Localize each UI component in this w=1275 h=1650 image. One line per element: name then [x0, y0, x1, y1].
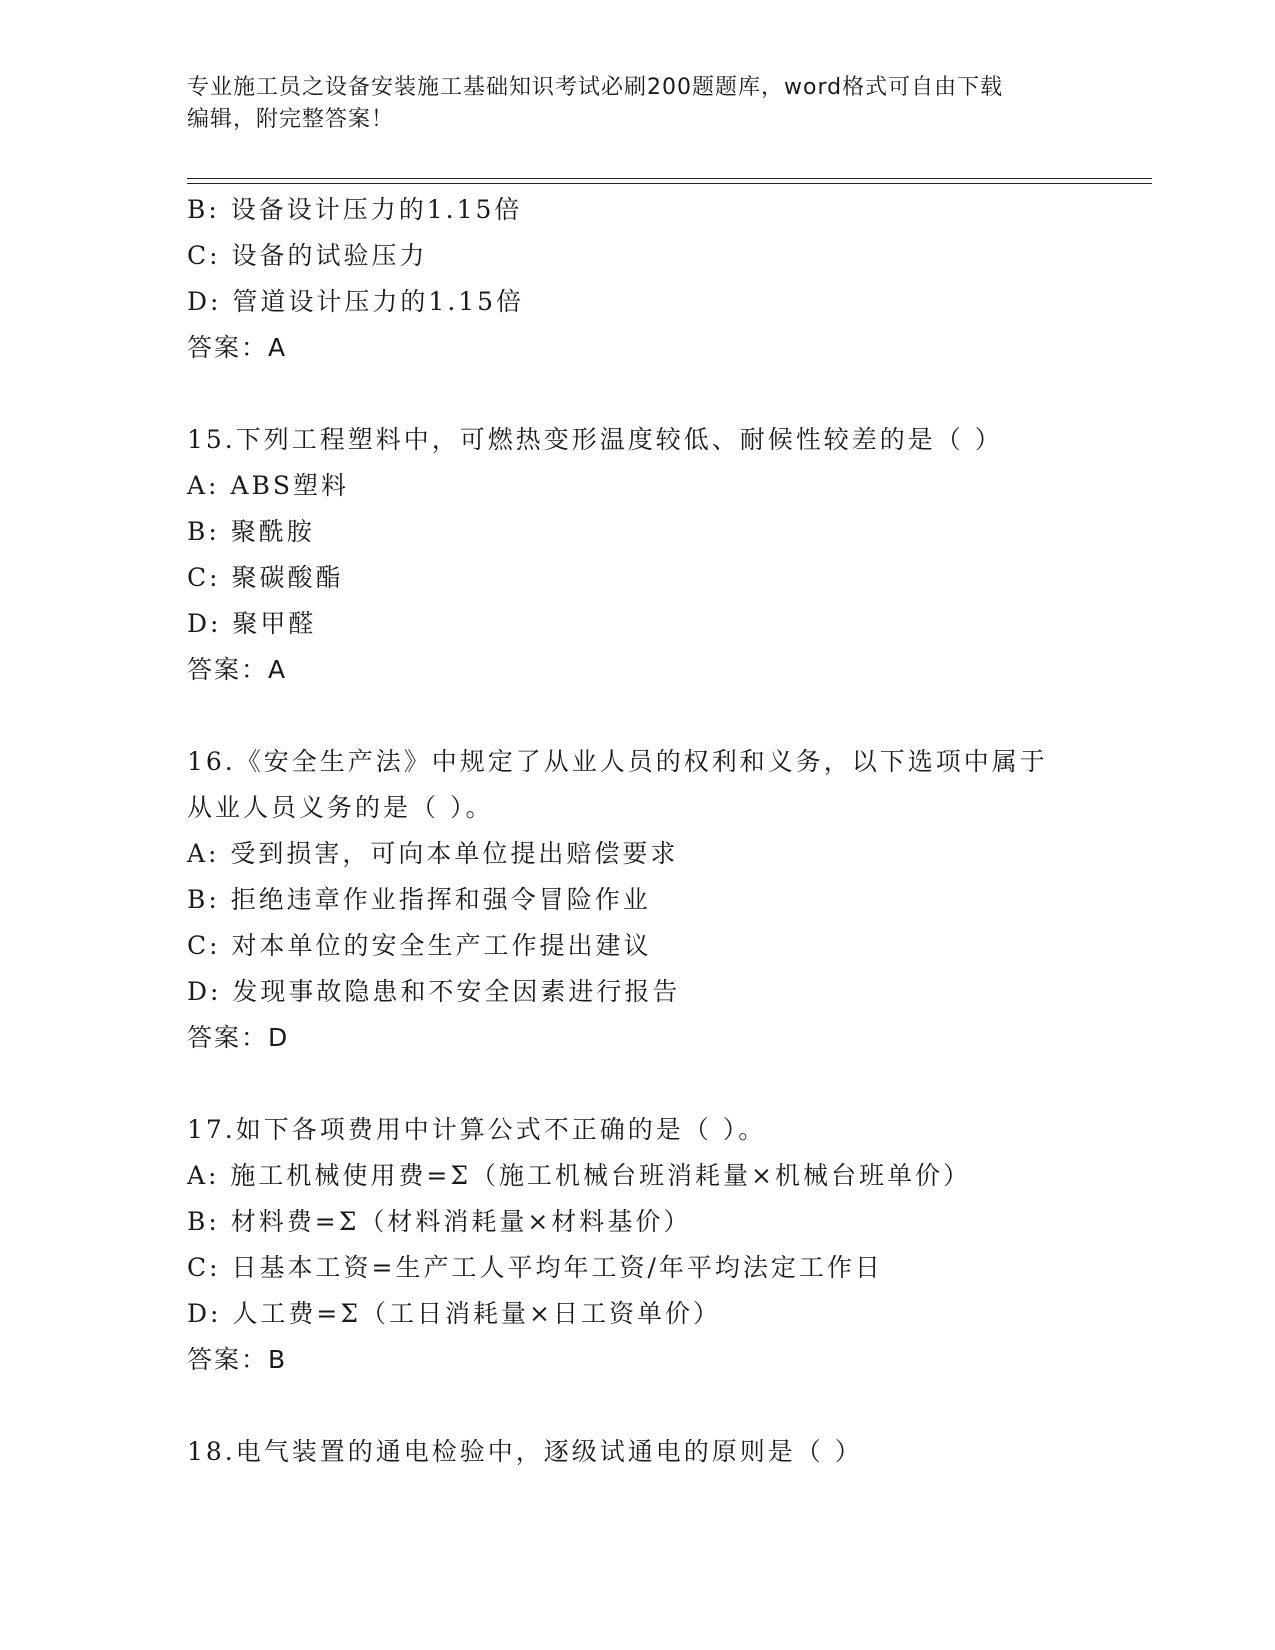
option-b: B: 聚酰胺	[187, 517, 315, 546]
spacer	[187, 693, 1147, 739]
option-b: B: 材料费=Σ（材料消耗量×材料基价）	[187, 1207, 692, 1236]
question-17	[187, 1107, 1147, 1383]
spacer	[187, 371, 1147, 417]
document-header	[187, 72, 1067, 136]
question-stem: 18.电气装置的通电检验中，逐级试通电的原则是（ ）	[187, 1437, 863, 1466]
answer: 答案：A	[187, 333, 288, 362]
question-stem-line-2: 从业人员义务的是（ ）。	[187, 793, 494, 822]
question-18	[187, 1429, 1147, 1475]
question-15	[187, 417, 1147, 693]
option-c: C: 对本单位的安全生产工作提出建议	[187, 931, 652, 960]
option-a: A: 受到损害，可向本单位提出赔偿要求	[187, 839, 679, 868]
option-b: B: 拒绝违章作业指挥和强令冒险作业	[187, 885, 651, 914]
answer: 答案：D	[187, 1023, 290, 1052]
spacer	[187, 1061, 1147, 1107]
option-a: A: 施工机械使用费=Σ（施工机械台班消耗量×机械台班单价）	[187, 1161, 971, 1190]
option-c: C: 日基本工资=生产工人平均年工资/年平均法定工作日	[187, 1253, 883, 1282]
option-c: C: 聚碳酸酯	[187, 563, 344, 592]
option-c: C: 设备的试验压力	[187, 241, 428, 270]
option-d: D: 人工费=Σ（工日消耗量×日工资单价）	[187, 1299, 721, 1328]
header-divider-bottom	[187, 183, 1152, 184]
question-14-tail	[187, 187, 1147, 371]
question-16	[187, 739, 1147, 1061]
question-stem-line-1: 16.《安全生产法》中规定了从业人员的权利和义务，以下选项中属于	[187, 747, 1048, 776]
answer: 答案：A	[187, 655, 288, 684]
option-d: D: 管道设计压力的1.15倍	[187, 287, 525, 316]
spacer	[187, 1383, 1147, 1429]
document-body	[187, 187, 1147, 1475]
header-line-2: 编辑，附完整答案！	[187, 107, 395, 132]
header-line-1: 专业施工员之设备安装施工基础知识考试必刷200题题库，word格式可自由下载	[187, 75, 1004, 100]
question-stem: 17.如下各项费用中计算公式不正确的是（ ）。	[187, 1115, 767, 1144]
option-b: B: 设备设计压力的1.15倍	[187, 195, 523, 224]
option-d: D: 聚甲醛	[187, 609, 317, 638]
question-stem: 15.下列工程塑料中，可燃热变形温度较低、耐候性较差的是（ ）	[187, 425, 1003, 454]
header-divider-top	[187, 178, 1152, 179]
option-a: A: ABS塑料	[187, 471, 349, 500]
answer: 答案：B	[187, 1345, 288, 1374]
option-d: D: 发现事故隐患和不安全因素进行报告	[187, 977, 681, 1006]
